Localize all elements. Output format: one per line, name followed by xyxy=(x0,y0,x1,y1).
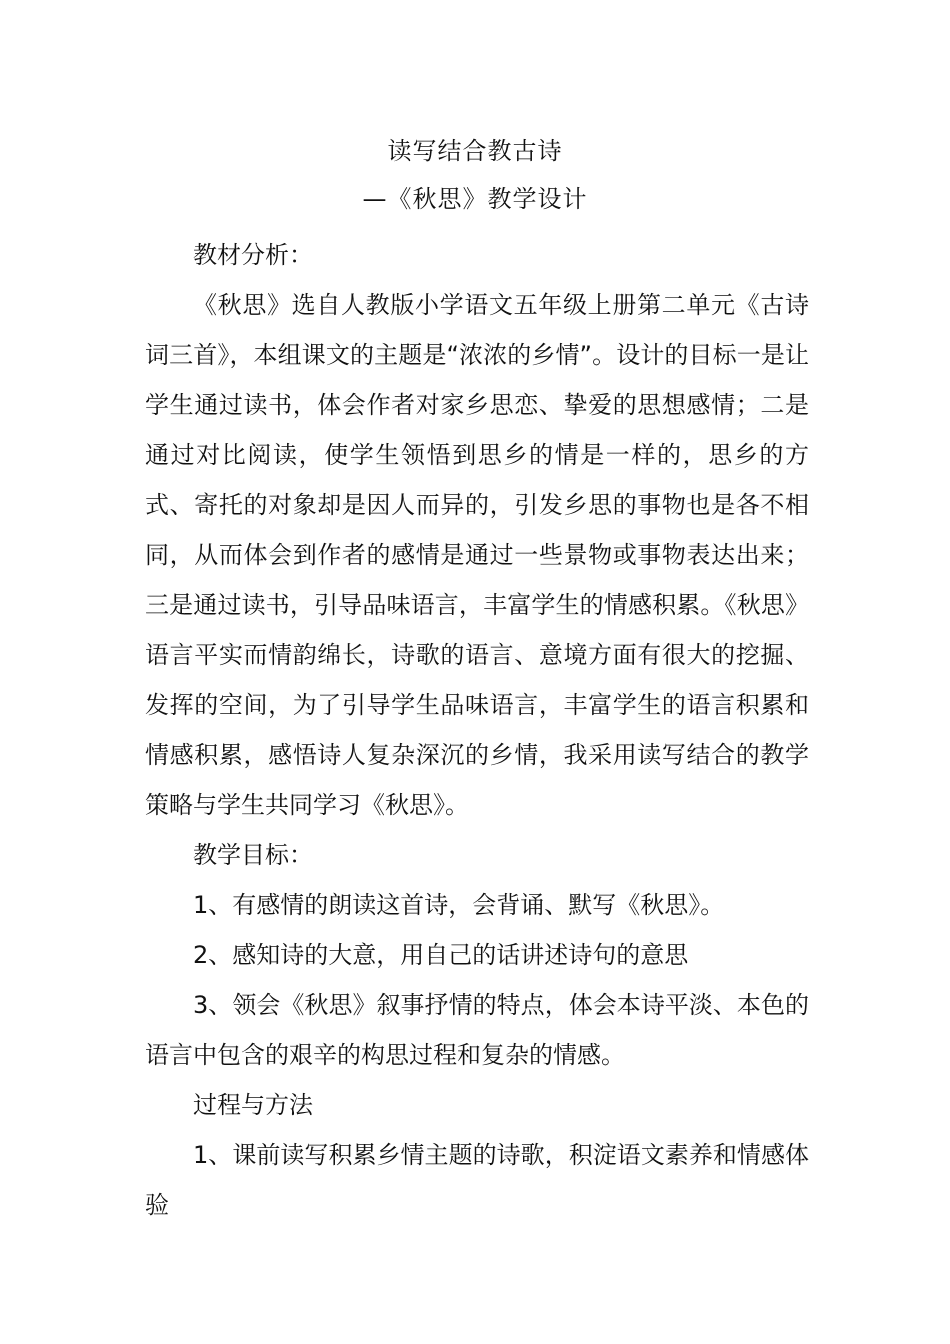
analysis-heading: 教材分析： xyxy=(193,241,313,269)
goal-item-2: 2、感知诗的大意，用自己的话讲述诗句的意思 xyxy=(193,941,689,969)
goal-item-1: 1、有感情的朗读这首诗，会背诵、默写《秋思》。 xyxy=(193,891,725,919)
document-subtitle: —《秋思》教学设计 xyxy=(362,185,588,213)
document-body xyxy=(145,230,809,1230)
goals-heading: 教学目标： xyxy=(193,841,313,869)
goal-item-3: 3、领会《秋思》叙事抒情的特点，体会本诗平淡、本色的语言中包含的艰辛的构思过程和复杂的情感。 xyxy=(145,991,809,1069)
process-item-1: 1、课前读写积累乡情主题的诗歌，积淀语文素养和情感体验 xyxy=(145,1141,809,1219)
document-title: 读写结合教古诗 xyxy=(387,137,563,165)
process-heading: 过程与方法 xyxy=(193,1091,313,1119)
analysis-paragraph: 《秋思》选自人教版小学语文五年级上册第二单元《古诗词三首》，本组课文的主题是“浓浓的乡情”。设计的目标一是让学生通过读书，体会作者对家乡思恋、挚爱的思想感情；二是通过对比阅读，使学生领悟到思乡的情是一样的，思乡的方式、寄托的对象却是因人而异的，引发乡思的事物也是各不相同，从而体会到作者的感情是通过一些景物或事物表达出来；三是通过读书，引导品味语言，丰富学生的情感积累。《秋思》语言平实而情韵绵长，诗歌的语言、意境方面有很大的挖掘、发挥的空间，为了引导学生品味语言，丰富学生的语言积累和情感积累，感悟诗人复杂深沉的乡情，我采用读写结合的教学策略与学生共同学习《秋思》。 xyxy=(145,291,809,819)
